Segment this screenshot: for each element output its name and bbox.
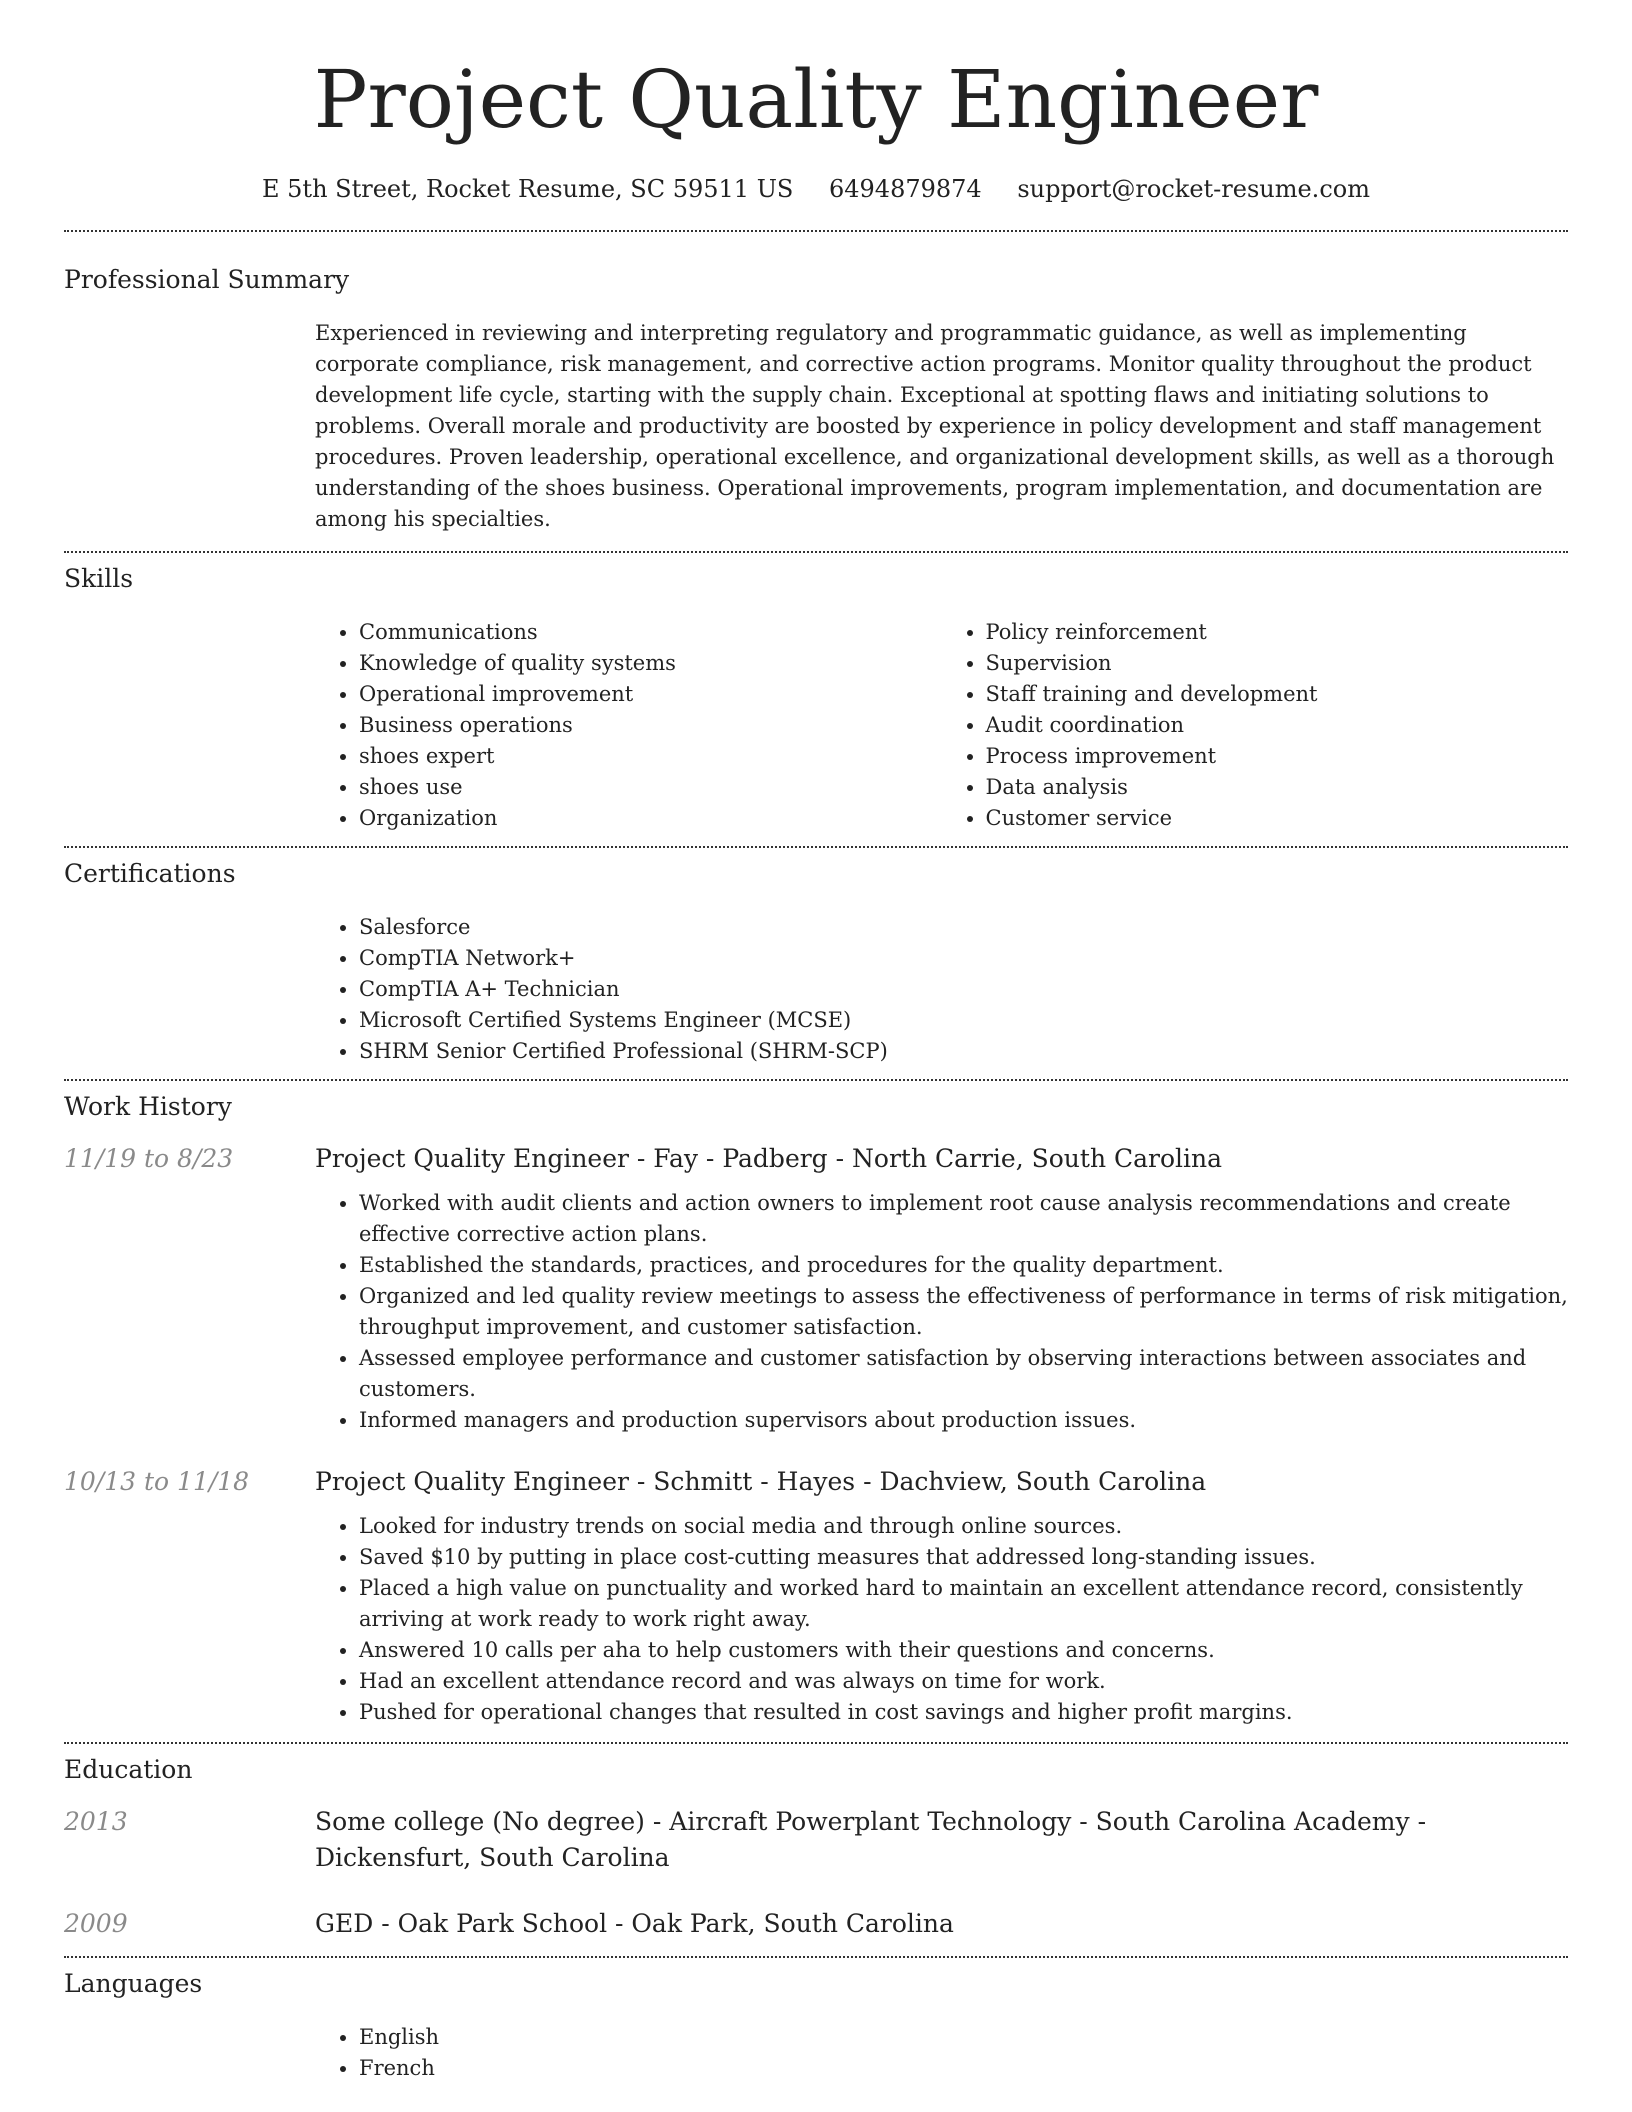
list-item: • Audit coordination [986,710,1569,741]
certifications-list [315,912,1568,1067]
summary-title: Professional Summary [64,265,350,294]
list-item: • Operational improvement [359,679,942,710]
list-item: • Policy reinforcement [986,617,1569,648]
job-employer: - Fay - Padberg - North Carrie, South Carolina [628,1144,1223,1173]
list-item: • Microsoft Certified Systems Engineer (MCSE) [359,1005,1568,1036]
job-title: Project Quality Engineer [315,1144,629,1173]
list-item: • Knowledge of quality systems [359,648,942,679]
job-entry [64,1464,1568,1728]
job-title-line [315,1141,1568,1177]
list-item: • Business operations [359,710,942,741]
languages-title: Languages [64,1969,203,1998]
education-entry [64,1906,1568,1942]
education-school: - South Carolina Academy - Dickensfurt, South Carolina [315,1807,1427,1872]
list-item: • Informed managers and production supervisors about production issues. [359,1405,1568,1436]
education-date: 2013 [64,1807,128,1836]
contact-phone: 6494879874 [829,175,982,203]
summary-text: Experienced in reviewing and interpreting regulatory and programmatic guidance, as well as implementing corporate compliance, risk management, and corrective action programs. Monitor quality throughout the product development life cycle, starting with the supply chain. Exceptional at spotting flaws and initiating solutions to problems. Overall morale and productivity are boosted by experience in policy development and staff management procedures. Proven leadership, operational excellence, and organizational development skills, as well as a thorough understanding of the shoes business. Operational improvements, program implementation, and documentation are among his specialties. [315,321,1555,531]
skills-list-right [942,617,1569,834]
list-item: • French [359,2053,1568,2084]
contact-address: E 5th Street, Rocket Resume, SC 59511 US [262,175,794,203]
list-item: • Process improvement [986,741,1569,772]
list-item: • Assessed employee performance and customer satisfaction by observing interactions between associates and customers. [359,1343,1568,1405]
list-item: • CompTIA Network+ [359,943,1568,974]
contact-email: support@rocket-resume.com [1017,175,1370,203]
work-title: Work History [64,1092,232,1121]
skills-columns [315,617,1568,834]
certifications-title: Certifications [64,859,236,888]
languages-body [315,2022,1568,2084]
job-employer: - Schmitt - Hayes - Dachview, South Carolina [628,1467,1207,1496]
list-item: • Had an excellent attendance record and was always on time for work. [359,1666,1568,1697]
job-bullets [315,1188,1568,1436]
education-degree: Some college (No degree) - Aircraft Powerplant Technology [315,1807,1072,1836]
languages-list [315,2022,1568,2084]
list-item: • Customer service [986,803,1569,834]
list-item: • Established the standards, practices, and procedures for the quality department. [359,1250,1568,1281]
list-item: • Supervision [986,648,1569,679]
languages-section [64,1956,1568,2084]
list-item: • Staff training and development [986,679,1569,710]
education-line [315,1906,1568,1942]
job-main [315,1464,1568,1728]
job-bullets [315,1511,1568,1728]
contact-line [0,174,1632,204]
education-entry [64,1804,1568,1876]
education-degree: GED [315,1909,374,1938]
list-item: • Communications [359,617,942,648]
job-title-line [315,1464,1568,1500]
certifications-section [64,846,1568,1067]
work-section [64,1079,1568,1728]
list-item: • Answered 10 calls per aha to help customers with their questions and concerns. [359,1635,1568,1666]
list-item: • Salesforce [359,912,1568,943]
list-item: • Saved $10 by putting in place cost-cutting measures that addressed long-standing issues. [359,1542,1568,1573]
skills-section [64,551,1568,834]
job-entry [64,1141,1568,1436]
list-item: • shoes expert [359,741,942,772]
list-item: • shoes use [359,772,942,803]
list-item: • Looked for industry trends on social media and through online sources. [359,1511,1568,1542]
list-item: • Data analysis [986,772,1569,803]
education-section [64,1742,1568,1942]
resume-name: Project Quality Engineer [313,53,1319,146]
summary-section [64,230,1568,535]
list-item: • English [359,2022,1568,2053]
list-item: • SHRM Senior Certified Professional (SHRM-SCP) [359,1036,1568,1067]
skills-title: Skills [64,564,134,593]
education-title: Education [64,1755,193,1784]
list-item: • Placed a high value on punctuality and worked hard to maintain an excellent attendance record, consistently arriving at work ready to work right away. [359,1573,1568,1635]
certifications-body [315,912,1568,1067]
job-title: Project Quality Engineer [315,1467,629,1496]
list-item: • Worked with audit clients and action owners to implement root cause analysis recommendations and create effective corrective action plans. [359,1188,1568,1250]
list-item: • Pushed for operational changes that resulted in cost savings and higher profit margins. [359,1697,1568,1728]
job-date: 10/13 to 11/18 [64,1467,250,1496]
list-item: • Organization [359,803,942,834]
list-item: • Organized and led quality review meetings to assess the effectiveness of performance in terms of risk mitigation, throughput improvement, and customer satisfaction. [359,1281,1568,1343]
job-date: 11/19 to 8/23 [64,1144,234,1173]
education-line [315,1804,1568,1876]
education-date: 2009 [64,1909,128,1938]
list-item: • CompTIA A+ Technician [359,974,1568,1005]
education-school: - Oak Park School - Oak Park, South Carolina [373,1909,954,1938]
job-main [315,1141,1568,1436]
skills-list-left [315,617,942,834]
